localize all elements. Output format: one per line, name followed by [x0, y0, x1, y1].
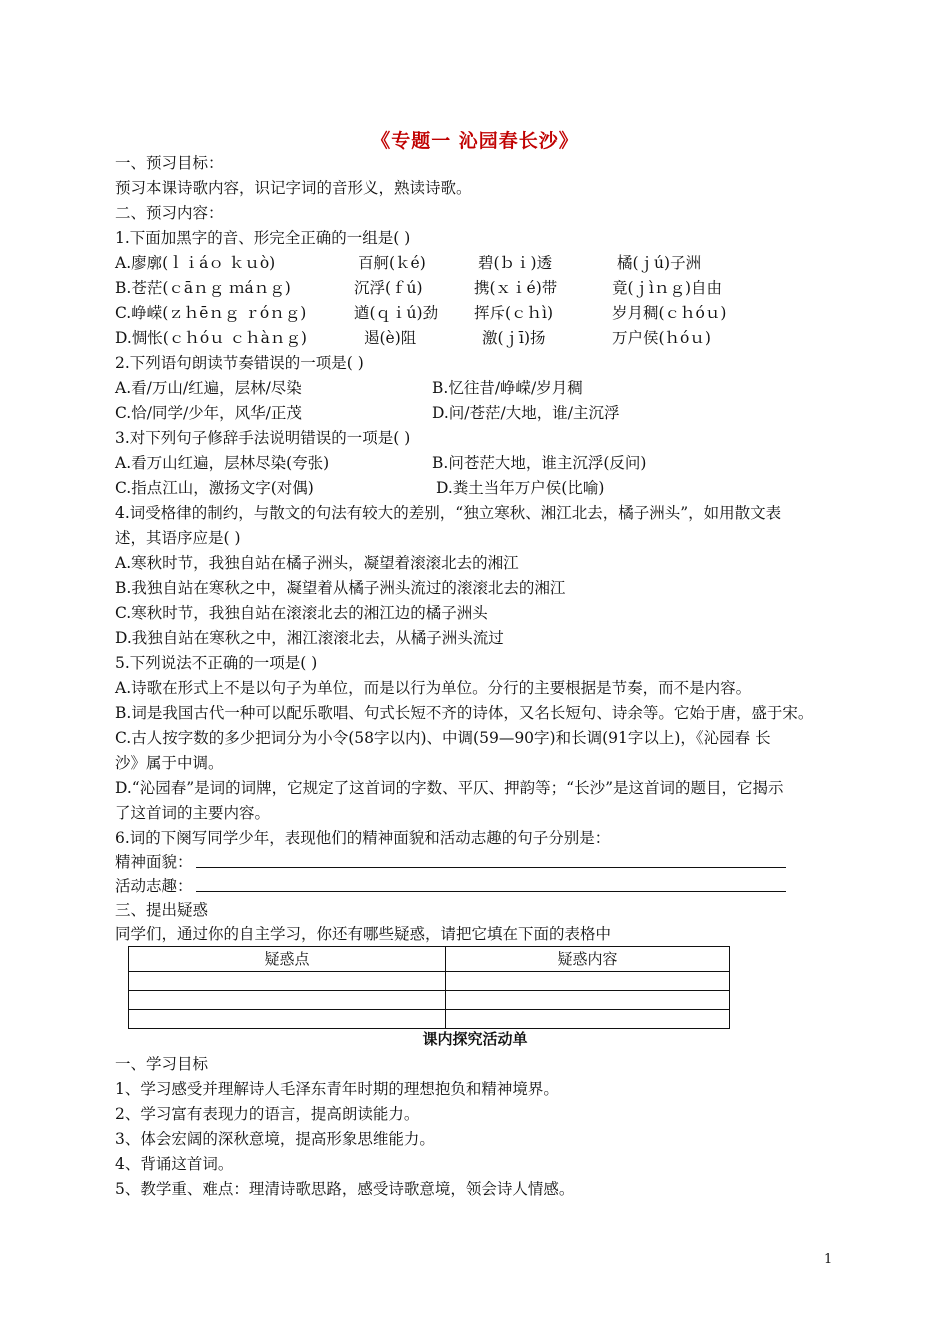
section-heading-preview-content: 二、预习内容：	[115, 204, 224, 222]
q3-option-b: B.问苍茫大地，谁主沉浮(反问)	[432, 454, 647, 472]
table-header-content: 疑惑内容	[446, 947, 730, 972]
table-cell[interactable]	[446, 1010, 730, 1029]
q1-option-d-2: 遏(è)阻	[364, 329, 417, 347]
q5-option-a: A.诗歌在形式上不是以句子为单位，而是以行为单位。分行的主要根据是节奏，而不是内容。	[115, 679, 752, 697]
q1-option-c-4: 岁月稠(ｃｈóｕ)	[612, 304, 727, 322]
q1-option-a-2: 百舸(ｋé)	[358, 254, 426, 272]
q6-label-spirit: 精神面貌：	[115, 853, 193, 871]
table-row	[129, 972, 730, 991]
q2-option-a: A.看/万山/红遍，层林/尽染	[115, 379, 302, 397]
q5-option-d-line2: 了这首词的主要内容。	[115, 804, 271, 822]
section-heading-preview-goal: 一、预习目标：	[115, 154, 224, 172]
q6-answer-line-interest[interactable]	[196, 891, 786, 892]
question-6-stem: 6.词的下阕写同学少年，表现他们的精神面貌和活动志趣的句子分别是：	[115, 829, 611, 847]
q4-option-c: C.寒秋时节，我独自站在滚滚北去的湘江边的橘子洲头	[115, 604, 488, 622]
question-5-stem: 5.下列说法不正确的一项是( )	[115, 654, 318, 672]
learning-goals-heading: 一、学习目标	[115, 1055, 209, 1073]
activity-title: 课内探究活动单	[422, 1030, 528, 1048]
q1-option-b-4: 竟(ｊìｎｇ)自由	[612, 279, 723, 297]
q1-option-b-1: B.苍茫(ｃāｎｇ ｍáｎｇ)	[115, 279, 291, 297]
q6-answer-line-spirit[interactable]	[196, 867, 786, 868]
learning-goal-item: 4、背诵这首词。	[115, 1155, 234, 1173]
learning-goal-item: 5、教学重、难点：理清诗歌思路，感受诗歌意境，领会诗人情感。	[115, 1180, 575, 1198]
table-cell[interactable]	[129, 972, 446, 991]
q3-option-d: D.粪土当年万户侯(比喻)	[436, 479, 605, 497]
learning-goal-item: 2、学习富有表现力的语言，提高朗读能力。	[115, 1105, 420, 1123]
q2-option-d: D.问/苍茫/大地，谁/主沉浮	[432, 404, 620, 422]
question-2-stem: 2.下列语句朗读节奏错误的一项是( )	[115, 354, 364, 372]
q5-option-d-line1: D.“沁园春”是词的词牌，它规定了这首词的字数、平仄、押韵等；“长沙”是这首词的题目，它揭示	[115, 779, 784, 797]
q1-option-a-4: 橘(ｊú)子洲	[617, 254, 702, 272]
section-heading-questions: 三、提出疑惑	[115, 901, 209, 919]
table-row	[129, 991, 730, 1010]
q1-option-a-1: A.廖廓(ｌｉáｏ ｋｕò)	[115, 254, 276, 272]
table-header-point: 疑惑点	[129, 947, 446, 972]
q1-option-b-3: 携(ｘｉé)带	[474, 279, 558, 297]
q5-option-b: B.词是我国古代一种可以配乐歌唱、句式长短不齐的诗体，又名长短句、诗余等。它始于唐，盛于宋。	[115, 704, 814, 722]
page-title: 《专题一 沁园春长沙》	[371, 130, 579, 152]
q5-option-c-line1: C.古人按字数的多少把词分为小令(58字以内)、中调(59—90字)和长调(91字以上)，《沁园春 长	[115, 729, 771, 747]
preview-goal-text: 预习本课诗歌内容，识记字词的音形义，熟读诗歌。	[115, 179, 472, 197]
q4-option-d: D.我独自站在寒秋之中，湘江滚滚北去，从橘子洲头流过	[115, 629, 504, 647]
q6-label-interest: 活动志趣：	[115, 877, 193, 895]
questions-instruction: 同学们，通过你的自主学习，你还有哪些疑惑，请把它填在下面的表格中	[115, 925, 612, 943]
q1-option-c-1: C.峥嵘(ｚｈēｎｇ ｒóｎｇ)	[115, 304, 307, 322]
q2-option-b: B.忆往昔/峥嵘/岁月稠	[432, 379, 583, 397]
learning-goal-item: 1、学习感受并理解诗人毛泽东青年时期的理想抱负和精神境界。	[115, 1080, 559, 1098]
question-3-stem: 3.对下列句子修辞手法说明错误的一项是( )	[115, 429, 411, 447]
q4-option-a: A.寒秋时节，我独自站在橘子洲头，凝望着滚滚北去的湘江	[115, 554, 519, 572]
question-4-stem-line2: 述，其语序应是( )	[115, 529, 241, 547]
q3-option-a: A.看万山红遍，层林尽染(夸张)	[115, 454, 330, 472]
question-4-stem-line1: 4.词受格律的制约，与散文的句法有较大的差别，“独立寒秋、湘江北去，橘子洲头”，如用散文表	[115, 504, 782, 522]
table-cell[interactable]	[129, 991, 446, 1010]
doubt-table	[128, 946, 730, 1029]
q1-option-c-2: 遒(ｑｉú)劲	[354, 304, 439, 322]
table-cell[interactable]	[129, 1010, 446, 1029]
q1-option-b-2: 沉浮(ｆú)	[354, 279, 423, 297]
q1-option-d-4: 万户侯(ｈóｕ)	[612, 329, 711, 347]
learning-goal-item: 3、体会宏阔的深秋意境，提高形象思维能力。	[115, 1130, 435, 1148]
q2-option-c: C.恰/同学/少年，风华/正茂	[115, 404, 302, 422]
q3-option-c: C.指点江山，激扬文字(对偶)	[115, 479, 314, 497]
q1-option-d-3: 激(ｊī)扬	[482, 329, 546, 347]
q5-option-c-line2: 沙》属于中调。	[115, 754, 224, 772]
q4-option-b: B.我独自站在寒秋之中，凝望着从橘子洲头流过的滚滚北去的湘江	[115, 579, 566, 597]
q1-option-c-3: 挥斥(ｃｈì)	[474, 304, 554, 322]
question-1-stem: 1.下面加黑字的音、形完全正确的一组是( )	[115, 229, 411, 247]
table-cell[interactable]	[446, 972, 730, 991]
q1-option-d-1: D.惆怅(ｃｈóｕ ｃｈàｎｇ)	[115, 329, 307, 347]
table-row	[129, 1010, 730, 1029]
page-number: 1	[824, 1252, 833, 1267]
q1-option-a-3: 碧(ｂｉ)透	[478, 254, 553, 272]
table-cell[interactable]	[446, 991, 730, 1010]
